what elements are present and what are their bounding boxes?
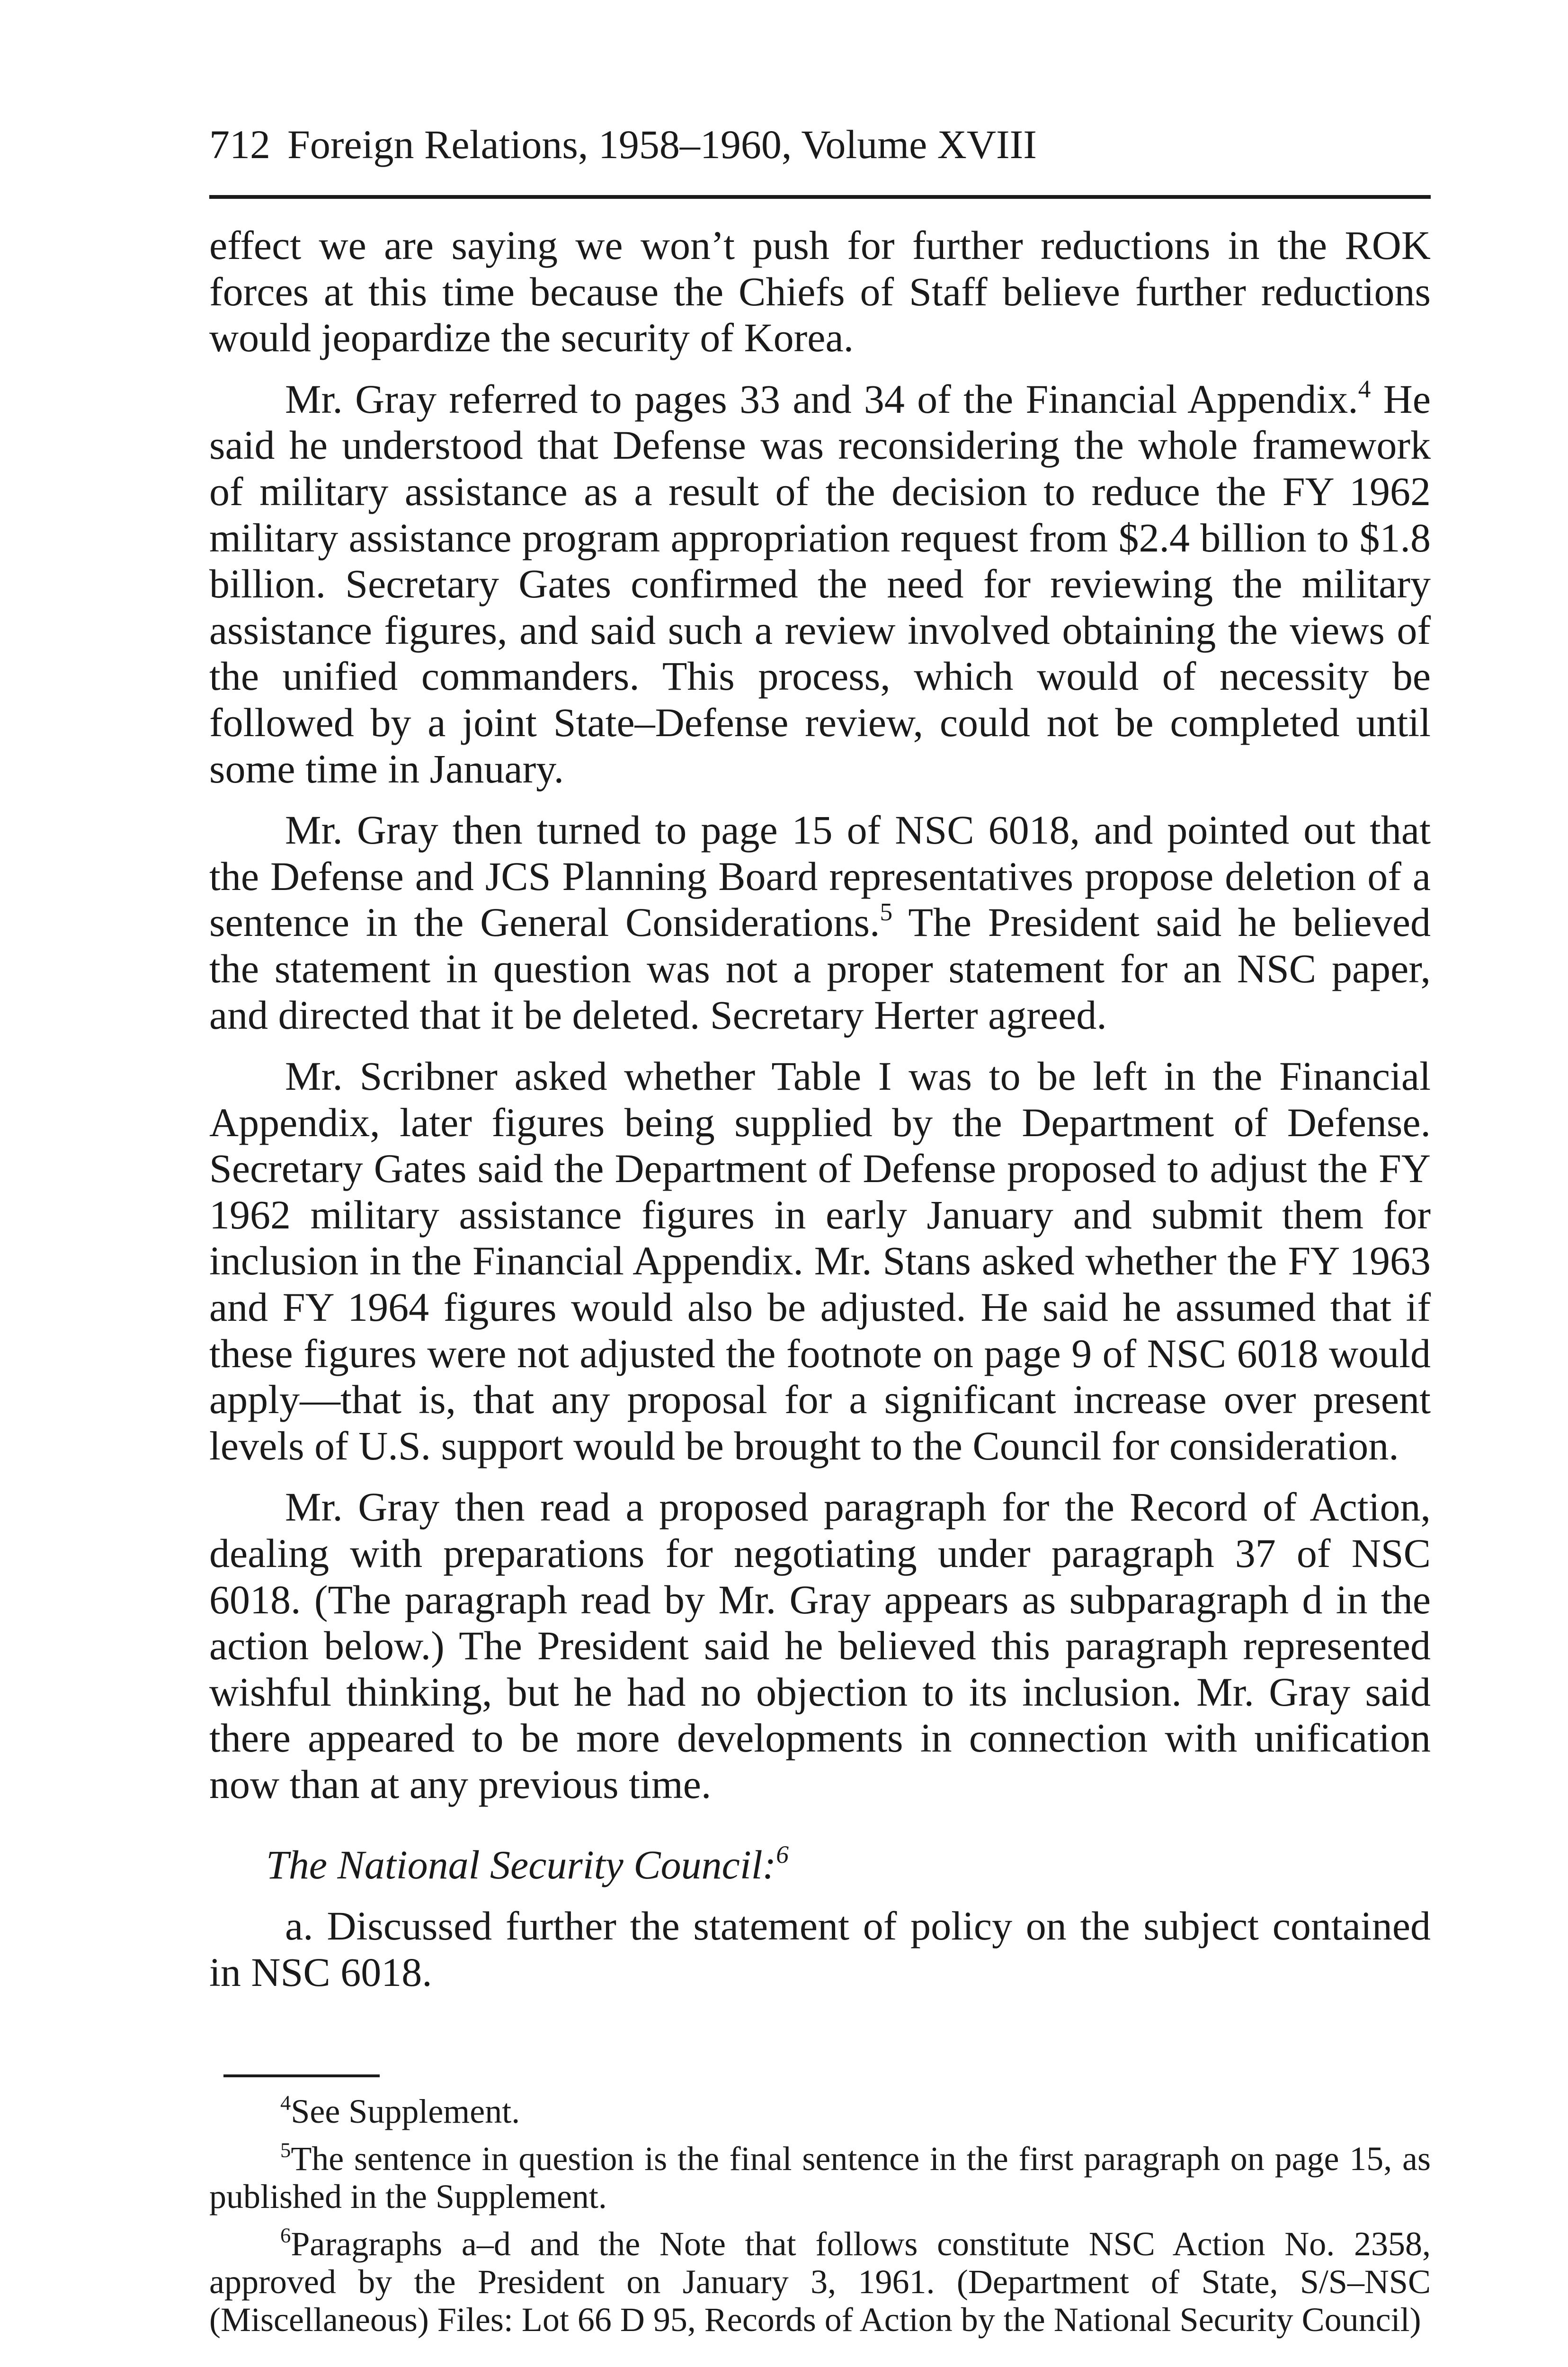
paragraph-1: effect we are saying we won’t push for further reductions in the ROK forces at this time because the Chiefs of Staff believe further reductions would jeopardize the security of Korea. <box>209 222 1431 361</box>
footnote-ref-4: 4 <box>1358 374 1371 403</box>
footnote-rule <box>223 2074 380 2077</box>
volume-title: Foreign Relations, 1958–1960, Volume XVIII <box>287 122 1037 167</box>
footnotes <box>209 2092 1431 2348</box>
paragraph-4: Mr. Scribner asked whether Table I was to be left in the Financial Appendix, later figures being supplied by the Department of Defense. Secretary Gates said the Department of Defense proposed to adjust the FY 1962 military assistance figures in early January and submit them for inclusion in the Financial Appendix. Mr. Stans asked whether the FY 1963 and FY 1964 figures would also be adjusted. He said he assumed that if these figures were not adjusted the footnote on page 9 of NSC 6018 would apply—that is, that any proposal for a significant increase over present levels of U.S. support would be brought to the Council for consideration. <box>209 1053 1431 1468</box>
footnote-5: $^5$The sentence in question is the final sentence in the first paragraph on page 15, as published in the Supplement. <box>209 2138 1431 2216</box>
footnote-6: $^6$Paragraphs a–d and the Note that follows constitute NSC Action No. 2358, approved by the President on January 3, 1961. (Department of State, S/S–NSC (Miscellaneous) Files: Lot 66 D 95, Records of Action by the National Security Council) <box>209 2223 1431 2339</box>
footnote-ref-5: 5 <box>880 898 893 926</box>
paragraph-5: Mr. Gray then read a proposed paragraph for the Record of Action, dealing with preparations for negotiating under paragraph 37 of NSC 6018. (The paragraph read by Mr. Gray appears as subparagraph d in the action below.) The President said he believed this paragraph represented wishful thinking, but he had no objection to its inclusion. Mr. Gray said there appeared to be more developments in connection with unification now than at any previous time. <box>209 1484 1431 1807</box>
body-text <box>209 222 1431 1995</box>
paragraph-3: Mr. Gray then turned to page 15 of NSC 6018, and pointed out that the Defense and JCS Planning Board representatives propose deletion of a sentence in the General Considerations.$^5$ The President said he believed the statement in question was not a proper statement for an NSC paper, and directed that it be deleted. Secretary Herter agreed. <box>209 807 1431 1038</box>
header-rule <box>209 195 1431 199</box>
page-number: 712 <box>209 122 270 167</box>
section-heading: The National Security Council:$^6$ <box>266 1840 789 1887</box>
action-item-a: a. Discussed further the statement of policy on the subject contained in NSC 6018. <box>209 1903 1431 1995</box>
footnote-ref-6: 6 <box>776 1840 789 1869</box>
footnote-4: $^4$See Supplement. <box>280 2091 520 2130</box>
running-header <box>209 118 1431 170</box>
paragraph-2: Mr. Gray referred to pages 33 and 34 of the Financial Appendix.$^4$ He said he understood that Defense was reconsidering the whole framework of military assistance as a result of the decision to reduce the FY 1962 military assistance program appropriation request from $2.4 billion to $1.8 billion. Secretary Gates confirmed the need for reviewing the military assistance figures, and said such a review involved obtaining the views of the unified commanders. This process, which would of necessity be followed by a joint State–Defense review, could not be completed until some time in January. <box>209 374 1431 792</box>
